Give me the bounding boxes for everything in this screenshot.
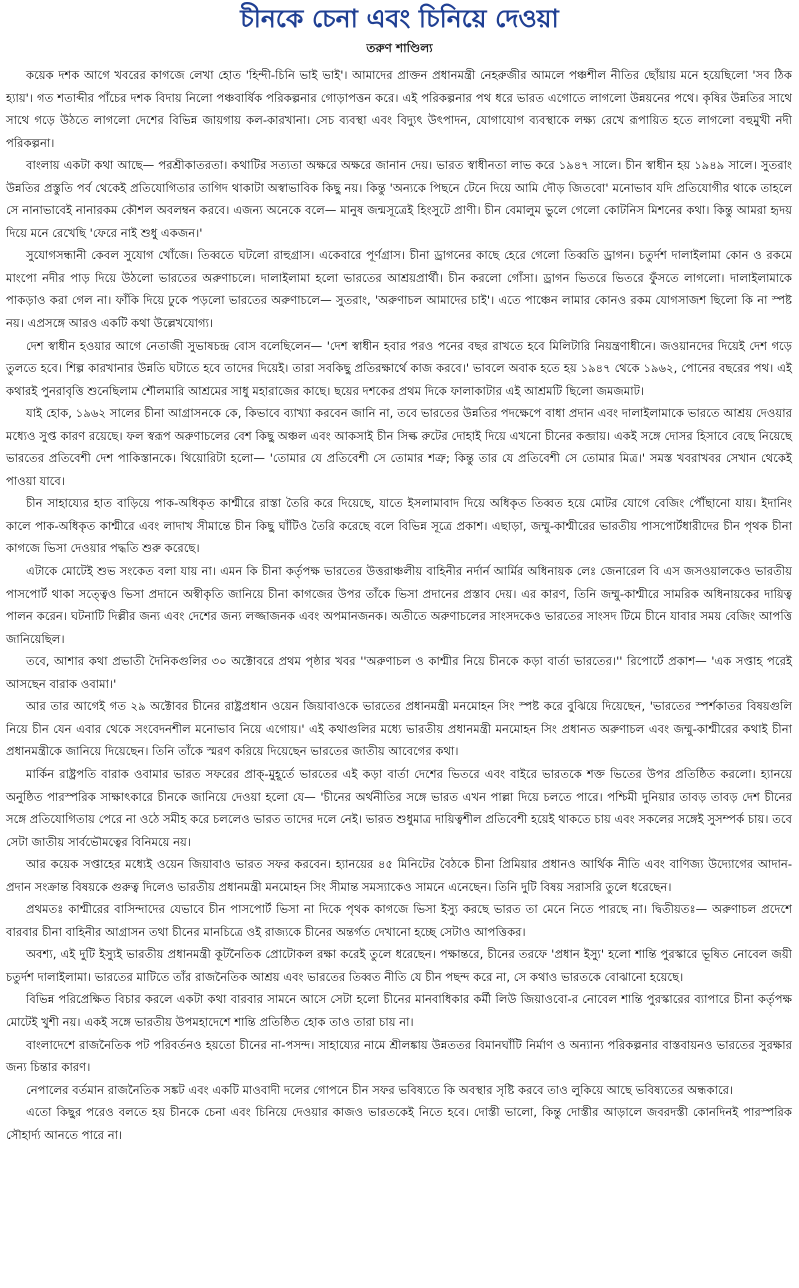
paragraph: এতো কিছুর পরেও বলতে হয় চীনকে চেনা এবং চিনিয়ে দেওয়ার কাজও ভারতকেই নিতে হবে। দোস্তী ভালো, কিন্তু দোস্তীর আড়ালে জবরদস্তী কোনদিনই পারস্পরিক সৌহার্দ্য আনতে পারে না। [6,1105,792,1142]
paragraph: মার্কিন রাষ্ট্রপতি বারাক ওবামার ভারত সফরের প্রাক্-মুহূর্তে ভারতের এই কড়া বার্তা দেশের ভিতরে এবং বাইরে ভারতকে শক্ত ভিতের উপর প্রতিষ্ঠিত করলো। হ্যানয়ে অনুষ্ঠিত পারস্পরিক সাক্ষাৎকারে চীনকে জানিয়ে দেওয়া হলো যে— 'চীনের অর্থনীতির সঙ্গে ভারত এখন পাল্লা দিয়ে চলতে পারে। পশ্চিমী দুনিয়ার তাবড় তাবড় দেশ চীনের সঙ্গে প্রতিযোগিতায় পেরে না ওঠে সমীহ করে চললেও ভারত তাদের দলে নেই। ভারত শুধুমাত্র দায়িত্বশীল প্রতিবেশী হয়েই থাকতে চায় এবং সকলের সঙ্গেই সুসম্পর্ক চায়। তবে সেটা জাতীয় সার্বভৌমত্বের বিনিময়ে নয়। [6,766,793,849]
paragraph: নেপালের বর্তমান রাজনৈতিক সঙ্কট এবং একটি মাওবাদী দলের গোপনে চীন সফর ভবিষ্যতে কি অবস্থার সৃষ্টি করবে তাও লুকিয়ে আছে ভবিষ্যতের অন্ধকারে। [26,1082,734,1097]
article-title: চীনকে চেনা এবং চিনিয়ে দেওয়া [240,4,559,33]
paragraph: আর কয়েক সপ্তাহের মধ্যেই ওয়েন জিয়াবাও ভারত সফর করবেন। হ্যানয়ের ৪৫ মিনিটের বৈঠকে চীনা প্রিমিয়ার প্রধানও আর্থিক নীতি এবং বাণিজ্য উদ্যোগের আদান-প্রদান সংক্রান্ত বিষয়কে গুরুত্ব দিলেও ভারতীয় প্রধানমন্ত্রী মনমোহন সিং সীমান্ত সমস্যাকেও সামনে এনেছেন। তিনি দুটি বিষয় সরাসরি তুলে ধরেছেন। [6,857,792,894]
paragraph: কয়েক দশক আগে খবরের কাগজে লেখা হোত 'হিন্দী-চিনি ভাই ভাই'। আমাদের প্রাক্তন প্রধানমন্ত্রী নেহরুজীর আমলে পঞ্চশীল নীতির ছোঁয়ায় মনে হয়েছিলো 'সব ঠিক হ্যায়'। গত শতাব্দীর পাঁচের দশক বিদায় নিলো পঞ্চবার্ষিক পরিকল্পনার গোড়াপত্তন করে। এই পরিকল্পনার পথ ধরে ভারত এগোতে লাগলো উন্নয়নের পথে। কৃষির উন্নতির সাথে সাথে গড়ে উঠতে লাগলো দেশের বিভিন্ন জায়গায় কল-কারখানা। সেচ ব্যবস্থা এবং বিদ্যুৎ উৎপাদন, যোগাযোগ ব্যবস্থাকে লক্ষ্য রেখে রূপায়িত হতে লাগলো বহুমুখী নদী পরিকল্পনা। [6,68,792,150]
paragraph: বাংলায় একটা কথা আছে— পরশ্রীকাতরতা। কথাটির সত্যতা অক্ষরে অক্ষরে জানান দেয়। ভারত স্বাধীনতা লাভ করে ১৯৪৭ সালে। চীন স্বাধীন হয় ১৯৪৯ সালে। সুতরাং উন্নতির প্রস্তুতি পর্ব থেকেই প্রতিযোগিতার তাগিদ থাকাটা অস্বাভাবিক কিছু নয়। কিন্তু 'অন্যকে পিছনে টেনে দিয়ে আমি দৌড় জিতবো' মনোভাব যদি প্রতিযোগীর থাকে তাহলে সে নানাভাবেই নানারকম কৌশল অবলম্বন করবে। এজন্য অনেকে বলে— মানুষ জন্মসূত্রেই হিংসুটে প্রাণী। চীন বেমালুম ভুলে গেলো কোটনিস মিশনের কথা। কিন্তু আমরা হৃদয় দিয়ে মনে রেখেছি 'ফেরে নাই শুধু একজন।' [6,158,792,240]
paragraph: প্রথমতঃ কাশ্মীরের বাসিন্দাদের যেভাবে চীন পাসপোর্ট ভিসা না দিকে পৃথক কাগজে ভিসা ইস্যু করছে ভারত তা মেনে নিতে পারছে না। দ্বিতীয়তঃ— অরুণাচল প্রদেশে বারবার চীনা বাহিনীর আগ্রাসন তথা চীনের মানচিত্রে ওই রাজ্যকে চীনের অন্তর্গত দেখানো হচ্ছে সেটাও আপত্তিকর। [6,902,792,939]
paragraph: বিভিন্ন পরিপ্রেক্ষিত বিচার করলে একটা কথা বারবার সামনে আসে সেটা হলো চীনের মানবাধিকার কর্মী লিউ জিয়াওবো-র নোবেল শান্তি পুরস্কারের ব্যাপারে চীনা কর্তৃপক্ষ মোটেই খুশী নয়। একই সঙ্গে ভারতীয় উপমহাদেশে শান্তি প্রতিষ্ঠিত হোক তাও তারা চায় না। [6,992,792,1029]
paragraph: চীন সাহায্যের হাত বাড়িয়ে পাক-অধিকৃত কাশ্মীরে রাস্তা তৈরি করে দিয়েছে, যাতে ইসলামাবাদ দিয়ে অধিকৃত তিব্বত হয়ে মোটর যোগে বেজিং পৌঁছানো যায়। ইদানিং কালে পাক-অধিকৃত কাশ্মীরে এবং লাদাখ সীমান্তে চীন কিছু ঘাঁটিও তৈরি করেছে বলে বিভিন্ন সূত্রে প্রকাশ। এছাড়া, জম্মু-কাশ্মীরের ভারতীয় পাসপোর্টধারীদের চীন পৃথক চীনা কাগজে ভিসা দেওয়ার পদ্ধতি শুরু করেছে। [6,496,792,556]
paragraph: অবশ্য, এই দুটি ইস্যুই ভারতীয় প্রধানমন্ত্রী কূটনৈতিক প্রোটোকল রক্ষা করেই তুলে ধরেছেন। পক্ষান্তরে, চীনের তরফে 'প্রধান ইস্যু' হলো শান্তি পুরস্কারে ভূষিত নোবেল জয়ী চতুর্দশ দালাইলামা। ভারতের মাটিতে তাঁর রাজনৈতিক আশ্রয় এবং ভারতের তিব্বত নীতি যে চীন পছন্দ করে না, সে কথাও ভারতকে বোঝানো হয়েছে। [6,947,792,984]
paragraph: যাই হোক, ১৯৬২ সালের চীনা আগ্রাসনকে কে, কিভাবে ব্যাখ্যা করবেন জানি না, তবে ভারতের উন্নতির পদক্ষেপে বাধা প্রদান এবং দালাইলামাকে ভারতে আশ্রয় দেওয়ার মধ্যেও সুপ্ত কারণ রয়েছে। ফল স্বরূপ অরুণাচলের বেশ কিছু অঞ্চল এবং আকসাই চীন সিল্ক রুটের দোহাই দিয়ে এখনো চীনের কব্জায়। একই সঙ্গে দোসর হিসাবে বেছে নিয়েছে ভারতের প্রতিবেশী দেশ পাকিস্তানকে। থিয়োরিটা হলো— 'তোমার যে প্রতিবেশী সে তোমার শত্রু; কিন্তু তার যে প্রতিবেশী সে তোমার মিত্র।' সমস্ত খবরাখবর সেখান থেকেই পাওয়া যাবে। [6,406,792,488]
paragraph: দেশ স্বাধীন হওয়ার আগে নেতাজী সুভাষচন্দ্র বোস বলেছিলেন— 'দেশ স্বাধীন হবার পরও পনের বছর রাখতে হবে মিলিটারি নিয়ন্ত্রণাধীনে। জওয়ানদের দিয়েই দেশ গড়ে তুলতে হবে। শিল্প কারখানার উন্নতি ঘটাতে হবে তাদের দিয়েই। তারা সবকিছু প্রতিরক্ষার্থে কাজ করবে।' ভাবলে অবাক হতে হয় ১৯৪৭ থেকে ১৯৬২, পোনের বছরের পথ। এই কথারই পুনরাবৃত্তি শুনেছিলাম শৌলমারি আশ্রমের সাধু মহারাজের কাছে। ছয়ের দশকের প্রথম দিকে ফালাকাটার এই আশ্রমটি ছিলো জমজমাট। [6,338,792,398]
paragraph: বাংলাদেশে রাজনৈতিক পট পরিবর্তনও হয়তো চীনের না-পসন্দ। সাহায্যের নামে শ্রীলঙ্কায় উন্নততর বিমানঘাঁটি নির্মাণ ও অন্যান্য পরিকল্পনার বাস্তবায়নও ভারতের সুরক্ষার জন্য চিন্তার কারণ। [6,1037,792,1075]
paragraph: সুযোগসন্ধানী কেবল সুযোগ খোঁজে। তিব্বতে ঘটলো রাহুগ্রাস। একেবারে পূর্ণগ্রাস। চীনা ড্রাগনের কাছে হেরে গেলো তিব্বতি ড্রাগন। চতুর্দশ দালাইলামা কোন ও রকমে মাংপো নদীর পাড় দিয়ে উঠলো ভারতের অরুণাচলে। দালাইলামা হলো ভারতের আশ্রয়প্রার্থী। চীন করলো গোঁসা। ড্রাগন ভিতরে ভিতরে ফুঁসতে লাগলো। দালাইলামাকে পাকড়াও করা গেল না। ফাঁকি দিয়ে ঢুকে পড়লো ভারতের অরুণাচলে— সুতরাং, 'অরুণাচল আমাদের চাই'। এতে পাঞ্চেন লামার কোনও রকম যোগসাজশ ছিলো কি না স্পষ্ট নয়। এপ্রসঙ্গে আরও একটি কথা উল্লেখযোগ্য। [6,248,792,331]
paragraph: আর তার আগেই গত ২৯ অক্টোবর চীনের রাষ্ট্রপ্রধান ওয়েন জিয়াবাওকে ভারতের প্রধানমন্ত্রী মনমোহন সিং স্পষ্ট করে বুঝিয়ে দিয়েছেন, 'ভারতের স্পর্শকাতর বিষয়গুলি নিয়ে চীন যেন এবার থেকে সংবেদনশীল মনোভাব নিয়ে এগোয়।' এই কথাগুলির মধ্যে ভারতীয় প্রধানমন্ত্রী মনমোহন সিং প্রধানত অরুণাচল এবং জম্মু-কাশ্মীরের কথাই চীনা প্রধানমন্ত্রীকে জানিয়ে দিয়েছেন। তিনি তাঁকে স্মরণ করিয়ে দিয়েছেন ভারতের জাতীয় আবেগের কথা। [6,699,792,759]
author-byline: তরুণ শাণ্ডিল্য [366,41,433,55]
article-body [6,64,792,1146]
paragraph: তবে, আশার কথা প্রভাতী দৈনিকগুলির ৩০ অক্টোবরে প্রথম পৃষ্ঠার খবর ''অরুণাচল ও কাশ্মীর নিয়ে চীনকে কড়া বার্তা ভারতের।'' রিপোর্টে প্রকাশ— 'এক সপ্তাহ পরেই আসছেন বারাক ওবামা।' [6,654,792,691]
paragraph: এটাকে মোটেই শুভ সংকেত বলা যায় না। এমন কি চীনা কর্তৃপক্ষ ভারতের উত্তরাঞ্চলীয় বাহিনীর নর্দার্ন আর্মির অধিনায়ক লেঃ জেনারেল বি এস জসওয়ালকেও ভারতীয় পাসপোর্ট থাকা সত্ত্বেও ভিসা প্রদানে অস্বীকৃতি জানিয়ে চীনা কাগজের উপর তাঁকে ভিসা প্রদানের প্রস্তাব দেয়। এর কারণ, তিনি জম্মু-কাশ্মীরে সামরিক অধিনায়কের দায়িত্ব পালন করেন। ঘটনাটি দিল্লীর জন্য এবং দেশের জন্য লজ্জাজনক এবং অপমানজনক। অতীতে অরুণাচলের সাংসদকেও ভারতের সাংসদ টিমে চীনে যাবার সময় বেজিং আপত্তি জানিয়েছিল। [6,564,792,646]
